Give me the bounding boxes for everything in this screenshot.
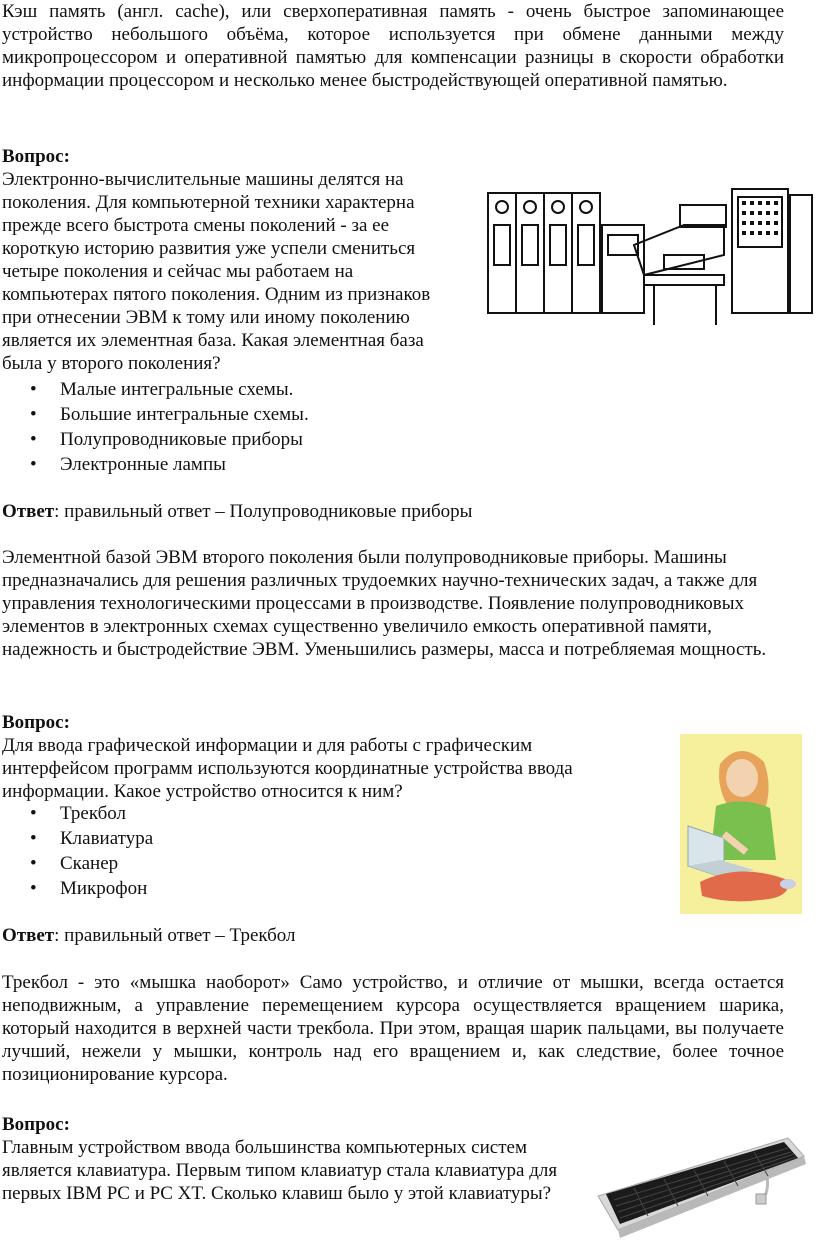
option-item: • Электронные лампы (2, 452, 502, 477)
option-item: • Сканер (2, 851, 502, 876)
option-item: • Большие интегральные схемы. (2, 402, 502, 427)
option-item: • Микрофон (2, 876, 502, 901)
question-2-label: Вопрос: (2, 712, 70, 733)
answer-label: Ответ (2, 925, 55, 946)
question-2-explanation: Трекбол - это «мышка наоборот» Само устройство, и отличие от мышки, всегда остается неподвижным, а управление перемещением курсора осуществляется вращением шарика, который находится в верхней части трекбола. При этом, вращая шарик пальцами, вы получаете лучший, нежели у мышки, контроль над его вращением и, как следствие, более точное позиционирование курсора. (2, 972, 784, 1085)
question-1-answer (2, 500, 472, 523)
option-item: • Малые интегральные схемы. (2, 377, 502, 402)
question-1-text: Электронно-вычислительные машины делятся на поколения. Для компьютерной техники характерна прежде всего быстрота смены поколений - за ее короткую историю развития уже успели смениться четыре поколения и сейчас мы работаем на компьютерах пятого поколения. Одним из признаков при отнесении ЭВМ к тому или иному поколению является их элементная база. Какая элементная база была у второго поколения? (2, 169, 431, 374)
question-1-explanation: Элементной базой ЭВМ второго поколения были полупроводниковые приборы. Машины предназначались для решения различных трудоемких научно-технических задач, а также для управления технологическими процессами в производстве. Появление полупроводниковых элементов в электронных схемах существенно увеличило емкость оперативной памяти, надежность и быстродействие ЭВМ. Уменьшились размеры, масса и потребляемая мощность. (2, 547, 767, 660)
keyboard-photo (594, 1130, 808, 1245)
question-3-label: Вопрос: (2, 1114, 70, 1135)
question-1-label: Вопрос: (2, 146, 70, 167)
question-1-options (2, 377, 502, 477)
option-item: • Трекбол (2, 801, 502, 826)
question-2-text: Для ввода графической информации и для работы с графическим интерфейсом программ используются координатные устройства ввода информации. Какое устройство относится к ним? (2, 735, 573, 802)
question-2-options (2, 801, 502, 901)
intro-paragraph: Кэш память (англ. cache), или сверхоперативная память - очень быстрое запоминающее устройство небольшого объёма, которое используется при обмене данными между микропроцессором и оперативной памятью для компенсации разницы в скорости обработки информации процессором и несколько менее быстродействующей оперативной памятью. (2, 1, 784, 91)
girl-with-laptop-illustration (680, 734, 802, 914)
computer-equipment-illustration (484, 185, 816, 330)
question-3-text: Главным устройством ввода большинства компьютерных систем является клавиатура. Первым типом клавиатур стала клавиатура для первых IBM PC и PC XT. Сколько клавиш было у этой клавиатуры? (2, 1137, 558, 1204)
answer-text: : правильный ответ – Трекбол (54, 925, 296, 946)
answer-label: Ответ (2, 501, 55, 522)
option-item: • Клавиатура (2, 826, 502, 851)
question-2-answer (2, 924, 296, 947)
option-item: • Полупроводниковые приборы (2, 427, 502, 452)
answer-text: : правильный ответ – Полупроводниковые приборы (54, 501, 473, 522)
